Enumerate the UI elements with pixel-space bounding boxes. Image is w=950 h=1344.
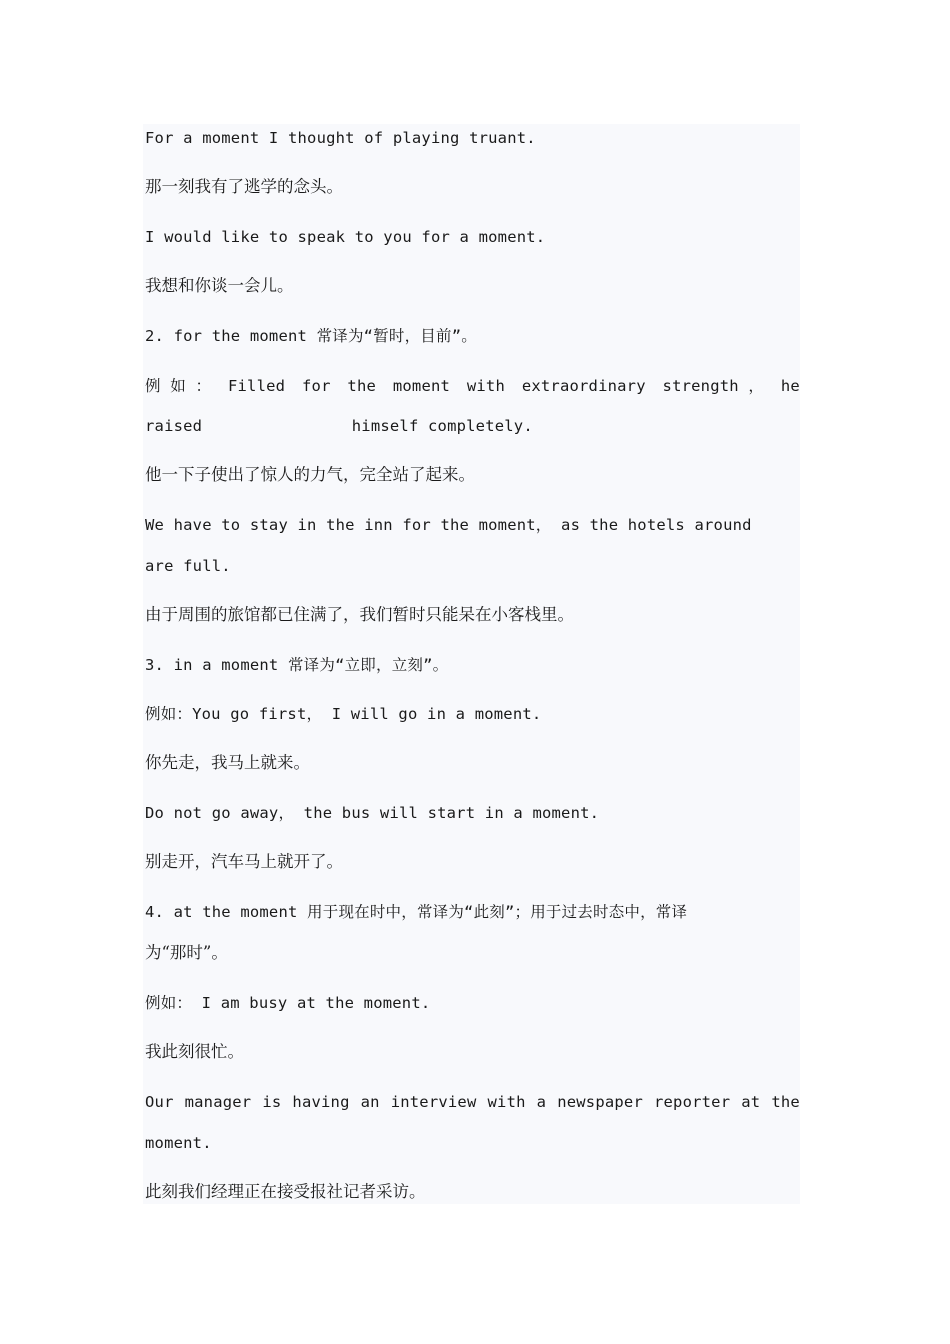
text-line: are full. bbox=[145, 557, 231, 575]
text-line: 4. at the moment 用于现在时中，常译为“此刻”；用于过去时态中，常译 bbox=[145, 903, 688, 921]
word: with bbox=[487, 1093, 526, 1111]
text-line: Do not go away， the bus will start in a moment. bbox=[145, 804, 600, 822]
word: the bbox=[347, 377, 377, 395]
word: reporter bbox=[653, 1093, 731, 1111]
text-line: 3. in a moment 常译为“立即，立刻”。 bbox=[145, 656, 449, 674]
word: 例 如 ： bbox=[145, 377, 212, 395]
text-line: We have to stay in the inn for the moment， as the hotels around bbox=[145, 516, 752, 534]
word: strength ， bbox=[662, 377, 765, 395]
text-line: 别走开，汽车马上就开了。 bbox=[145, 852, 343, 871]
word: an bbox=[360, 1093, 380, 1111]
text-line: 由于周围的旅馆都已住满了，我们暂时只能呆在小客栈里。 bbox=[145, 605, 574, 624]
word: at bbox=[741, 1093, 761, 1111]
word: a bbox=[536, 1093, 547, 1111]
text-line: 你先走，我马上就来。 bbox=[145, 753, 310, 772]
text-line: 2. for the moment 常译为“暂时，目前”。 bbox=[145, 327, 477, 345]
text-line: I would like to speak to you for a moment. bbox=[145, 228, 546, 246]
text-line: 他一下子使出了惊人的力气，完全站了起来。 bbox=[145, 465, 475, 484]
word: interview bbox=[390, 1093, 477, 1111]
text-line: 例如：You go first， I will go in a moment. bbox=[145, 705, 542, 723]
text-line: 那一刻我有了逃学的念头。 bbox=[145, 177, 343, 196]
word: Our bbox=[145, 1093, 174, 1111]
text-line: 此刻我们经理正在接受报社记者采访。 bbox=[145, 1182, 426, 1201]
text-line: For a moment I thought of playing truant. bbox=[145, 129, 536, 147]
word: manager bbox=[184, 1093, 252, 1111]
word: having bbox=[292, 1093, 350, 1111]
text-line bbox=[145, 415, 800, 437]
word: with bbox=[466, 377, 505, 395]
text-line: 例如： I am busy at the moment. bbox=[145, 994, 431, 1012]
text-line-justified bbox=[145, 1091, 800, 1113]
text-line: 为“那时”。 bbox=[145, 943, 228, 962]
text-line: moment. bbox=[145, 1134, 212, 1152]
text-line: 我想和你谈一会儿。 bbox=[145, 276, 294, 295]
word: the bbox=[771, 1093, 800, 1111]
word: Filled bbox=[227, 377, 286, 395]
word: raised bbox=[145, 417, 203, 435]
word: himself completely. bbox=[351, 417, 533, 435]
word: moment bbox=[392, 377, 451, 395]
text-line-justified bbox=[145, 375, 800, 397]
word: he bbox=[780, 377, 800, 395]
word: for bbox=[302, 377, 331, 395]
word: newspaper bbox=[557, 1093, 643, 1111]
word: is bbox=[262, 1093, 282, 1111]
word: extraordinary bbox=[521, 377, 646, 395]
document-page bbox=[143, 124, 800, 1204]
text-line: 我此刻很忙。 bbox=[145, 1042, 244, 1061]
